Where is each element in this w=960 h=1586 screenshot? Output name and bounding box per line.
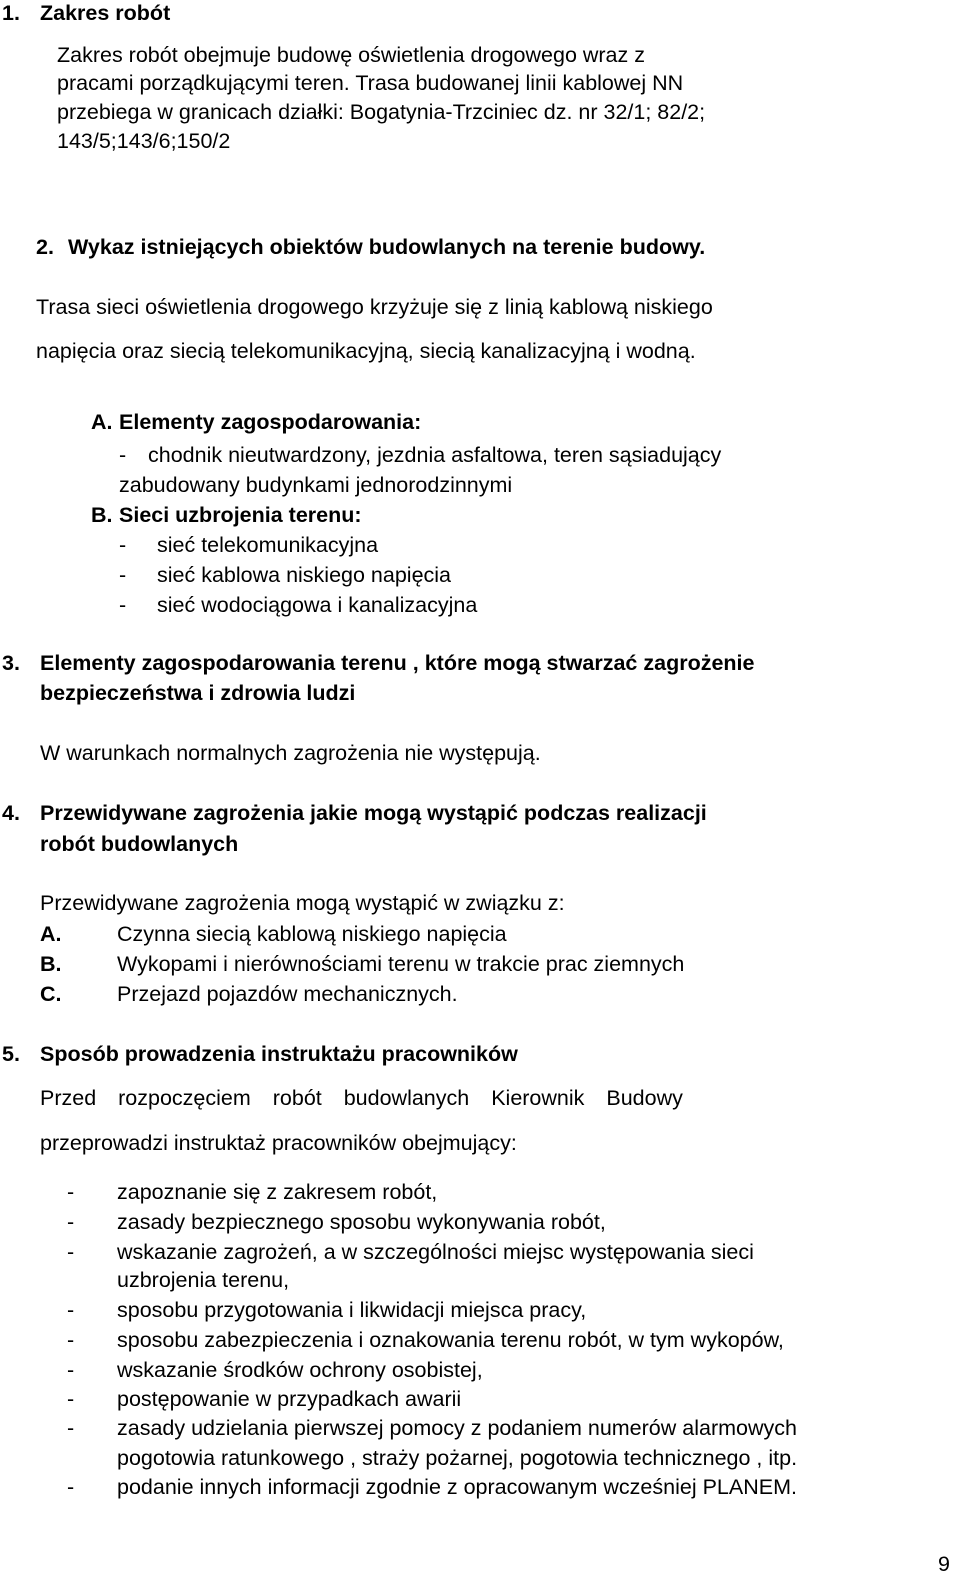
section-1-line: pracami porządkującymi teren. Trasa budowanej linii kablowej NN (57, 71, 684, 95)
section-4-item-text: Czynna siecią kablową niskiego napięcia (117, 922, 507, 946)
dash-marker: - (119, 593, 127, 617)
section-4-intro: Przewidywane zagrożenia mogą wystąpić w związku z: (40, 891, 565, 915)
subsection-b-item: sieć telekomunikacyjna (157, 533, 379, 557)
section-5-intro: Przed rozpoczęciem robót budowlanych Kierownik Budowy (40, 1086, 683, 1110)
section-1-line: przebiega w granicach działki: Bogatynia-Trzciniec dz. nr 32/1; 82/2; (57, 100, 706, 124)
subsection-b-title: Sieci uzbrojenia terenu: (119, 503, 362, 527)
page-number: 9 (938, 1552, 950, 1576)
section-2-title: Wykaz istniejących obiektów budowlanych na terenie budowy. (68, 235, 706, 259)
section-1-line: Zakres robót obejmuje budowę oświetlenia drogowego wraz z (57, 43, 645, 67)
section-1-number: 1. (2, 1, 20, 25)
dash-marker: - (119, 443, 127, 467)
subsection-b-item: sieć kablowa niskiego napięcia (157, 563, 452, 587)
section-5-list-item: wskazanie środków ochrony osobistej, (117, 1358, 483, 1382)
section-3-number: 3. (2, 651, 20, 675)
subsection-b-letter: B. (91, 503, 113, 527)
section-5-list-item-cont: uzbrojenia terenu, (117, 1268, 290, 1292)
section-5-list-item: zasady udzielania pierwszej pomocy z podaniem numerów alarmowych (117, 1416, 797, 1440)
section-4-title: robót budowlanych (40, 832, 239, 856)
dash-marker: - (67, 1358, 75, 1382)
subsection-a-letter: A. (91, 410, 113, 434)
section-4-item-text: Przejazd pojazdów mechanicznych. (117, 982, 458, 1006)
section-5-list-item: sposobu zabezpieczenia i oznakowania terenu robót, w tym wykopów, (117, 1328, 784, 1352)
dash-marker: - (67, 1240, 75, 1264)
section-5-list-item: podanie innych informacji zgodnie z opracowanym wcześniej PLANEM. (117, 1475, 797, 1499)
section-5-list-item: zapoznanie się z zakresem robót, (117, 1180, 438, 1204)
subsection-b-item: sieć wodociągowa i kanalizacyjna (157, 593, 478, 617)
dash-marker: - (67, 1180, 75, 1204)
section-4-number: 4. (2, 801, 20, 825)
section-5-list-item: sposobu przygotowania i likwidacji miejsca pracy, (117, 1298, 587, 1322)
dash-marker: - (67, 1210, 75, 1234)
section-1-title: Zakres robót (40, 1, 171, 25)
section-4-title: Przewidywane zagrożenia jakie mogą wystąpić podczas realizacji (40, 801, 707, 825)
dash-marker: - (119, 533, 127, 557)
subsection-a-title: Elementy zagospodarowania: (119, 410, 422, 434)
section-3-title: Elementy zagospodarowania terenu , które mogą stwarzać zagrożenie (40, 651, 755, 675)
dash-marker: - (67, 1387, 75, 1411)
section-3-title: bezpieczeństwa i zdrowia ludzi (40, 681, 356, 705)
section-2-line: Trasa sieci oświetlenia drogowego krzyżuje się z linią kablową niskiego (36, 295, 713, 319)
section-5-intro: przeprowadzi instruktaż pracowników obejmujący: (40, 1131, 517, 1155)
dash-marker: - (67, 1475, 75, 1499)
subsection-a-line: zabudowany budynkami jednorodzinnymi (119, 473, 513, 497)
section-1-line: 143/5;143/6;150/2 (57, 129, 231, 153)
section-4-item-text: Wykopami i nierównościami terenu w trakcie prac ziemnych (117, 952, 685, 976)
section-4-item-letter: C. (40, 982, 62, 1006)
dash-marker: - (67, 1328, 75, 1352)
section-2-line: napięcia oraz siecią telekomunikacyjną, siecią kanalizacyjną i wodną. (36, 339, 696, 363)
section-5-number: 5. (2, 1042, 20, 1066)
section-5-title: Sposób prowadzenia instruktażu pracowników (40, 1042, 518, 1066)
dash-marker: - (119, 563, 127, 587)
section-4-item-letter: B. (40, 952, 62, 976)
section-5-list-item: zasady bezpiecznego sposobu wykonywania robót, (117, 1210, 606, 1234)
subsection-a-line: chodnik nieutwardzony, jezdnia asfaltowa, teren sąsiadujący (148, 443, 722, 467)
section-2-number: 2. (36, 235, 54, 259)
section-3-text: W warunkach normalnych zagrożenia nie występują. (40, 741, 541, 765)
dash-marker: - (67, 1416, 75, 1440)
section-5-list-item-cont: pogotowia ratunkowego , straży pożarnej, pogotowia technicznego , itp. (117, 1446, 798, 1470)
section-5-list-item: wskazanie zagrożeń, a w szczególności miejsc występowania sieci (117, 1240, 754, 1264)
section-4-item-letter: A. (40, 922, 62, 946)
section-5-list-item: postępowanie w przypadkach awarii (117, 1387, 462, 1411)
dash-marker: - (67, 1298, 75, 1322)
